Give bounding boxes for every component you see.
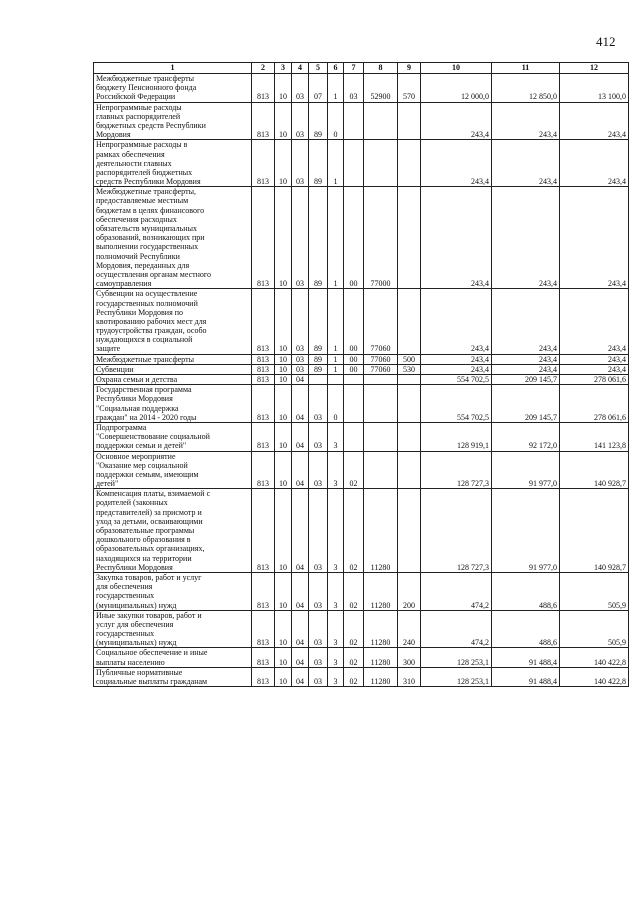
subsection-code-cell: 04 bbox=[292, 385, 309, 423]
subsection-code-cell: 04 bbox=[292, 489, 309, 573]
direction-code-cell bbox=[364, 375, 398, 385]
expense-type-code-cell bbox=[398, 140, 421, 187]
grbs-code-cell: 813 bbox=[252, 102, 275, 140]
amount-2018-cell: 243,4 bbox=[421, 187, 492, 289]
amount-2019-cell: 91 977,0 bbox=[492, 451, 560, 489]
row-name: Непрограммные расходы в рамках обеспечения деятельности главных распорядителей бюджетных средств Республики Мордовия bbox=[94, 140, 252, 187]
section-code-cell: 10 bbox=[275, 385, 292, 423]
event-code-cell: 00 bbox=[344, 289, 364, 354]
expense-type-code-cell: 530 bbox=[398, 364, 421, 374]
section-code-cell: 10 bbox=[275, 375, 292, 385]
program-code-cell: 89 bbox=[309, 354, 328, 364]
section-code-cell: 10 bbox=[275, 572, 292, 610]
subsection-code-cell: 04 bbox=[292, 572, 309, 610]
program-code-cell bbox=[309, 375, 328, 385]
subprogram-code-cell: 1 bbox=[328, 354, 344, 364]
amount-2020-cell: 140 422,8 bbox=[560, 667, 629, 686]
program-code-cell: 07 bbox=[309, 74, 328, 103]
col-header: 8 bbox=[364, 63, 398, 74]
amount-2020-cell: 140 422,8 bbox=[560, 648, 629, 667]
expense-type-code-cell: 500 bbox=[398, 354, 421, 364]
col-header: 3 bbox=[275, 63, 292, 74]
program-code-cell: 03 bbox=[309, 489, 328, 573]
direction-code-cell bbox=[364, 451, 398, 489]
direction-code-cell: 77000 bbox=[364, 187, 398, 289]
amount-2018-cell: 128 253,1 bbox=[421, 667, 492, 686]
amount-2020-cell: 243,4 bbox=[560, 364, 629, 374]
section-code-cell: 10 bbox=[275, 451, 292, 489]
subprogram-code-cell: 1 bbox=[328, 187, 344, 289]
direction-code-cell bbox=[364, 102, 398, 140]
section-code-cell: 10 bbox=[275, 354, 292, 364]
subprogram-code-cell: 0 bbox=[328, 385, 344, 423]
event-code-cell: 02 bbox=[344, 610, 364, 648]
direction-code-cell: 77060 bbox=[364, 289, 398, 354]
table-row bbox=[94, 422, 629, 451]
grbs-code-cell: 813 bbox=[252, 667, 275, 686]
event-code-cell: 02 bbox=[344, 451, 364, 489]
col-header: 1 bbox=[94, 63, 252, 74]
amount-2020-cell: 278 061,6 bbox=[560, 385, 629, 423]
section-code-cell: 10 bbox=[275, 648, 292, 667]
amount-2019-cell: 243,4 bbox=[492, 289, 560, 354]
table-row bbox=[94, 385, 629, 423]
amount-2020-cell: 243,4 bbox=[560, 187, 629, 289]
event-code-cell: 00 bbox=[344, 364, 364, 374]
subprogram-code-cell: 3 bbox=[328, 422, 344, 451]
table-row bbox=[94, 648, 629, 667]
amount-2019-cell: 243,4 bbox=[492, 364, 560, 374]
section-code-cell: 10 bbox=[275, 422, 292, 451]
amount-2018-cell: 243,4 bbox=[421, 364, 492, 374]
amount-2018-cell: 243,4 bbox=[421, 102, 492, 140]
event-code-cell bbox=[344, 375, 364, 385]
col-header: 7 bbox=[344, 63, 364, 74]
row-name: Охрана семьи и детства bbox=[94, 375, 252, 385]
direction-code-cell bbox=[364, 385, 398, 423]
expense-type-code-cell bbox=[398, 187, 421, 289]
table-row bbox=[94, 451, 629, 489]
subprogram-code-cell: 0 bbox=[328, 102, 344, 140]
col-header: 10 bbox=[421, 63, 492, 74]
table-row bbox=[94, 489, 629, 573]
row-name: Основное мероприятие "Оказание мер социальной поддержки семьям, имеющим детей" bbox=[94, 451, 252, 489]
row-name: Иные закупки товаров, работ и услуг для обеспечения государственных (муниципальных) нужд bbox=[94, 610, 252, 648]
event-code-cell: 00 bbox=[344, 187, 364, 289]
amount-2020-cell: 243,4 bbox=[560, 102, 629, 140]
event-code-cell: 02 bbox=[344, 648, 364, 667]
amount-2019-cell: 12 850,0 bbox=[492, 74, 560, 103]
subprogram-code-cell: 3 bbox=[328, 572, 344, 610]
program-code-cell: 03 bbox=[309, 667, 328, 686]
amount-2019-cell: 92 172,0 bbox=[492, 422, 560, 451]
subprogram-code-cell: 1 bbox=[328, 364, 344, 374]
program-code-cell: 89 bbox=[309, 364, 328, 374]
amount-2020-cell: 505,9 bbox=[560, 610, 629, 648]
grbs-code-cell: 813 bbox=[252, 489, 275, 573]
row-name: Субвенции bbox=[94, 364, 252, 374]
amount-2018-cell: 554 702,5 bbox=[421, 375, 492, 385]
grbs-code-cell: 813 bbox=[252, 289, 275, 354]
grbs-code-cell: 813 bbox=[252, 140, 275, 187]
grbs-code-cell: 813 bbox=[252, 422, 275, 451]
section-code-cell: 10 bbox=[275, 667, 292, 686]
page-number: 412 bbox=[596, 34, 616, 49]
direction-code-cell: 11280 bbox=[364, 572, 398, 610]
program-code-cell: 89 bbox=[309, 102, 328, 140]
event-code-cell bbox=[344, 385, 364, 423]
event-code-cell: 02 bbox=[344, 489, 364, 573]
table-row bbox=[94, 187, 629, 289]
event-code-cell bbox=[344, 422, 364, 451]
program-code-cell: 03 bbox=[309, 572, 328, 610]
amount-2019-cell: 243,4 bbox=[492, 140, 560, 187]
grbs-code-cell: 813 bbox=[252, 648, 275, 667]
subprogram-code-cell: 3 bbox=[328, 489, 344, 573]
expense-type-code-cell bbox=[398, 489, 421, 573]
subsection-code-cell: 04 bbox=[292, 422, 309, 451]
subsection-code-cell: 04 bbox=[292, 648, 309, 667]
grbs-code-cell: 813 bbox=[252, 610, 275, 648]
col-header: 6 bbox=[328, 63, 344, 74]
amount-2020-cell: 278 061,6 bbox=[560, 375, 629, 385]
amount-2019-cell: 243,4 bbox=[492, 354, 560, 364]
row-name: Социальное обеспечение и иные выплаты населению bbox=[94, 648, 252, 667]
direction-code-cell bbox=[364, 140, 398, 187]
budget-table bbox=[93, 62, 629, 687]
amount-2018-cell: 128 727,3 bbox=[421, 451, 492, 489]
expense-type-code-cell bbox=[398, 385, 421, 423]
subsection-code-cell: 03 bbox=[292, 102, 309, 140]
program-code-cell: 03 bbox=[309, 610, 328, 648]
program-code-cell: 03 bbox=[309, 385, 328, 423]
subprogram-code-cell: 3 bbox=[328, 648, 344, 667]
table-row bbox=[94, 354, 629, 364]
grbs-code-cell: 813 bbox=[252, 74, 275, 103]
direction-code-cell: 11280 bbox=[364, 489, 398, 573]
amount-2018-cell: 554 702,5 bbox=[421, 385, 492, 423]
event-code-cell: 02 bbox=[344, 667, 364, 686]
amount-2020-cell: 13 100,0 bbox=[560, 74, 629, 103]
subsection-code-cell: 03 bbox=[292, 74, 309, 103]
col-header: 5 bbox=[309, 63, 328, 74]
expense-type-code-cell: 570 bbox=[398, 74, 421, 103]
amount-2018-cell: 128 253,1 bbox=[421, 648, 492, 667]
table-row bbox=[94, 610, 629, 648]
col-header: 4 bbox=[292, 63, 309, 74]
row-name: Субвенции на осуществление государственных полномочий Республики Мордовия по квотированию рабочих мест для трудоустройства граждан, особо нуждающихся в социальной защите bbox=[94, 289, 252, 354]
subsection-code-cell: 03 bbox=[292, 140, 309, 187]
table-row bbox=[94, 74, 629, 103]
grbs-code-cell: 813 bbox=[252, 187, 275, 289]
subsection-code-cell: 04 bbox=[292, 451, 309, 489]
direction-code-cell bbox=[364, 422, 398, 451]
amount-2018-cell: 12 000,0 bbox=[421, 74, 492, 103]
event-code-cell bbox=[344, 102, 364, 140]
subprogram-code-cell: 1 bbox=[328, 74, 344, 103]
grbs-code-cell: 813 bbox=[252, 572, 275, 610]
expense-type-code-cell: 310 bbox=[398, 667, 421, 686]
table-row bbox=[94, 375, 629, 385]
program-code-cell: 89 bbox=[309, 140, 328, 187]
subprogram-code-cell: 3 bbox=[328, 451, 344, 489]
amount-2020-cell: 243,4 bbox=[560, 354, 629, 364]
expense-type-code-cell bbox=[398, 375, 421, 385]
amount-2020-cell: 140 928,7 bbox=[560, 489, 629, 573]
expense-type-code-cell: 240 bbox=[398, 610, 421, 648]
direction-code-cell: 77060 bbox=[364, 354, 398, 364]
row-name: Межбюджетные трансферты, предоставляемые местным бюджетам в целях финансового обеспечения расходных обязательств муниципальных образований, возникающих при выполнении государственных полномочий Республики Мордовия, переданных для осуществления органам местного самоуправления bbox=[94, 187, 252, 289]
expense-type-code-cell: 200 bbox=[398, 572, 421, 610]
grbs-code-cell: 813 bbox=[252, 385, 275, 423]
expense-type-code-cell bbox=[398, 102, 421, 140]
amount-2019-cell: 243,4 bbox=[492, 102, 560, 140]
table-row bbox=[94, 667, 629, 686]
section-code-cell: 10 bbox=[275, 364, 292, 374]
amount-2018-cell: 128 919,1 bbox=[421, 422, 492, 451]
subprogram-code-cell: 3 bbox=[328, 610, 344, 648]
amount-2019-cell: 243,4 bbox=[492, 187, 560, 289]
amount-2019-cell: 209 145,7 bbox=[492, 375, 560, 385]
amount-2020-cell: 243,4 bbox=[560, 289, 629, 354]
table-row bbox=[94, 289, 629, 354]
row-name: Межбюджетные трансферты бюджету Пенсионного фонда Российской Федерации bbox=[94, 74, 252, 103]
subsection-code-cell: 03 bbox=[292, 354, 309, 364]
grbs-code-cell: 813 bbox=[252, 451, 275, 489]
expense-type-code-cell: 300 bbox=[398, 648, 421, 667]
amount-2018-cell: 474,2 bbox=[421, 572, 492, 610]
amount-2018-cell: 474,2 bbox=[421, 610, 492, 648]
grbs-code-cell: 813 bbox=[252, 364, 275, 374]
subsection-code-cell: 03 bbox=[292, 364, 309, 374]
subsection-code-cell: 04 bbox=[292, 375, 309, 385]
table-row bbox=[94, 364, 629, 374]
section-code-cell: 10 bbox=[275, 489, 292, 573]
expense-type-code-cell bbox=[398, 422, 421, 451]
direction-code-cell: 77060 bbox=[364, 364, 398, 374]
section-code-cell: 10 bbox=[275, 102, 292, 140]
budget-table-body bbox=[94, 74, 629, 687]
grbs-code-cell: 813 bbox=[252, 375, 275, 385]
program-code-cell: 03 bbox=[309, 422, 328, 451]
subsection-code-cell: 04 bbox=[292, 667, 309, 686]
program-code-cell: 89 bbox=[309, 187, 328, 289]
section-code-cell: 10 bbox=[275, 289, 292, 354]
amount-2018-cell: 128 727,3 bbox=[421, 489, 492, 573]
subprogram-code-cell: 3 bbox=[328, 667, 344, 686]
section-code-cell: 10 bbox=[275, 610, 292, 648]
event-code-cell: 00 bbox=[344, 354, 364, 364]
event-code-cell: 02 bbox=[344, 572, 364, 610]
amount-2019-cell: 488,6 bbox=[492, 610, 560, 648]
row-name: Государственная программа Республики Мордовия "Социальная поддержка граждан" на 2014 - 2020 годы bbox=[94, 385, 252, 423]
direction-code-cell: 52900 bbox=[364, 74, 398, 103]
table-row bbox=[94, 140, 629, 187]
col-header: 2 bbox=[252, 63, 275, 74]
amount-2018-cell: 243,4 bbox=[421, 289, 492, 354]
amount-2019-cell: 209 145,7 bbox=[492, 385, 560, 423]
row-name: Закупка товаров, работ и услуг для обеспечения государственных (муниципальных) нужд bbox=[94, 572, 252, 610]
amount-2018-cell: 243,4 bbox=[421, 354, 492, 364]
program-code-cell: 03 bbox=[309, 451, 328, 489]
program-code-cell: 03 bbox=[309, 648, 328, 667]
section-code-cell: 10 bbox=[275, 74, 292, 103]
col-header: 12 bbox=[560, 63, 629, 74]
subprogram-code-cell: 1 bbox=[328, 140, 344, 187]
event-code-cell: 03 bbox=[344, 74, 364, 103]
row-name: Межбюджетные трансферты bbox=[94, 354, 252, 364]
direction-code-cell: 11280 bbox=[364, 610, 398, 648]
amount-2020-cell: 140 928,7 bbox=[560, 451, 629, 489]
section-code-cell: 10 bbox=[275, 140, 292, 187]
column-number-header-row bbox=[94, 63, 629, 74]
expense-type-code-cell bbox=[398, 451, 421, 489]
subprogram-code-cell: 1 bbox=[328, 289, 344, 354]
subsection-code-cell: 03 bbox=[292, 289, 309, 354]
amount-2019-cell: 91 488,4 bbox=[492, 648, 560, 667]
amount-2019-cell: 488,6 bbox=[492, 572, 560, 610]
col-header: 9 bbox=[398, 63, 421, 74]
row-name: Компенсация платы, взимаемой с родителей (законных представителей) за присмотр и уход за детьми, осваивающими образовательные программы дошкольного образования в образовательных организациях, находящихся на территории Республики Мордовия bbox=[94, 489, 252, 573]
subprogram-code-cell bbox=[328, 375, 344, 385]
grbs-code-cell: 813 bbox=[252, 354, 275, 364]
program-code-cell: 89 bbox=[309, 289, 328, 354]
amount-2019-cell: 91 977,0 bbox=[492, 489, 560, 573]
expense-type-code-cell bbox=[398, 289, 421, 354]
row-name: Непрограммные расходы главных распорядителей бюджетных средств Республики Мордовия bbox=[94, 102, 252, 140]
subsection-code-cell: 03 bbox=[292, 187, 309, 289]
section-code-cell: 10 bbox=[275, 187, 292, 289]
direction-code-cell: 11280 bbox=[364, 667, 398, 686]
amount-2020-cell: 243,4 bbox=[560, 140, 629, 187]
col-header: 11 bbox=[492, 63, 560, 74]
direction-code-cell: 11280 bbox=[364, 648, 398, 667]
amount-2018-cell: 243,4 bbox=[421, 140, 492, 187]
amount-2020-cell: 141 123,8 bbox=[560, 422, 629, 451]
event-code-cell bbox=[344, 140, 364, 187]
table-row bbox=[94, 102, 629, 140]
subsection-code-cell: 04 bbox=[292, 610, 309, 648]
amount-2020-cell: 505,9 bbox=[560, 572, 629, 610]
row-name: Подпрограмма "Совершенствование социальной поддержки семьи и детей" bbox=[94, 422, 252, 451]
table-row bbox=[94, 572, 629, 610]
amount-2019-cell: 91 488,4 bbox=[492, 667, 560, 686]
row-name: Публичные нормативные социальные выплаты гражданам bbox=[94, 667, 252, 686]
